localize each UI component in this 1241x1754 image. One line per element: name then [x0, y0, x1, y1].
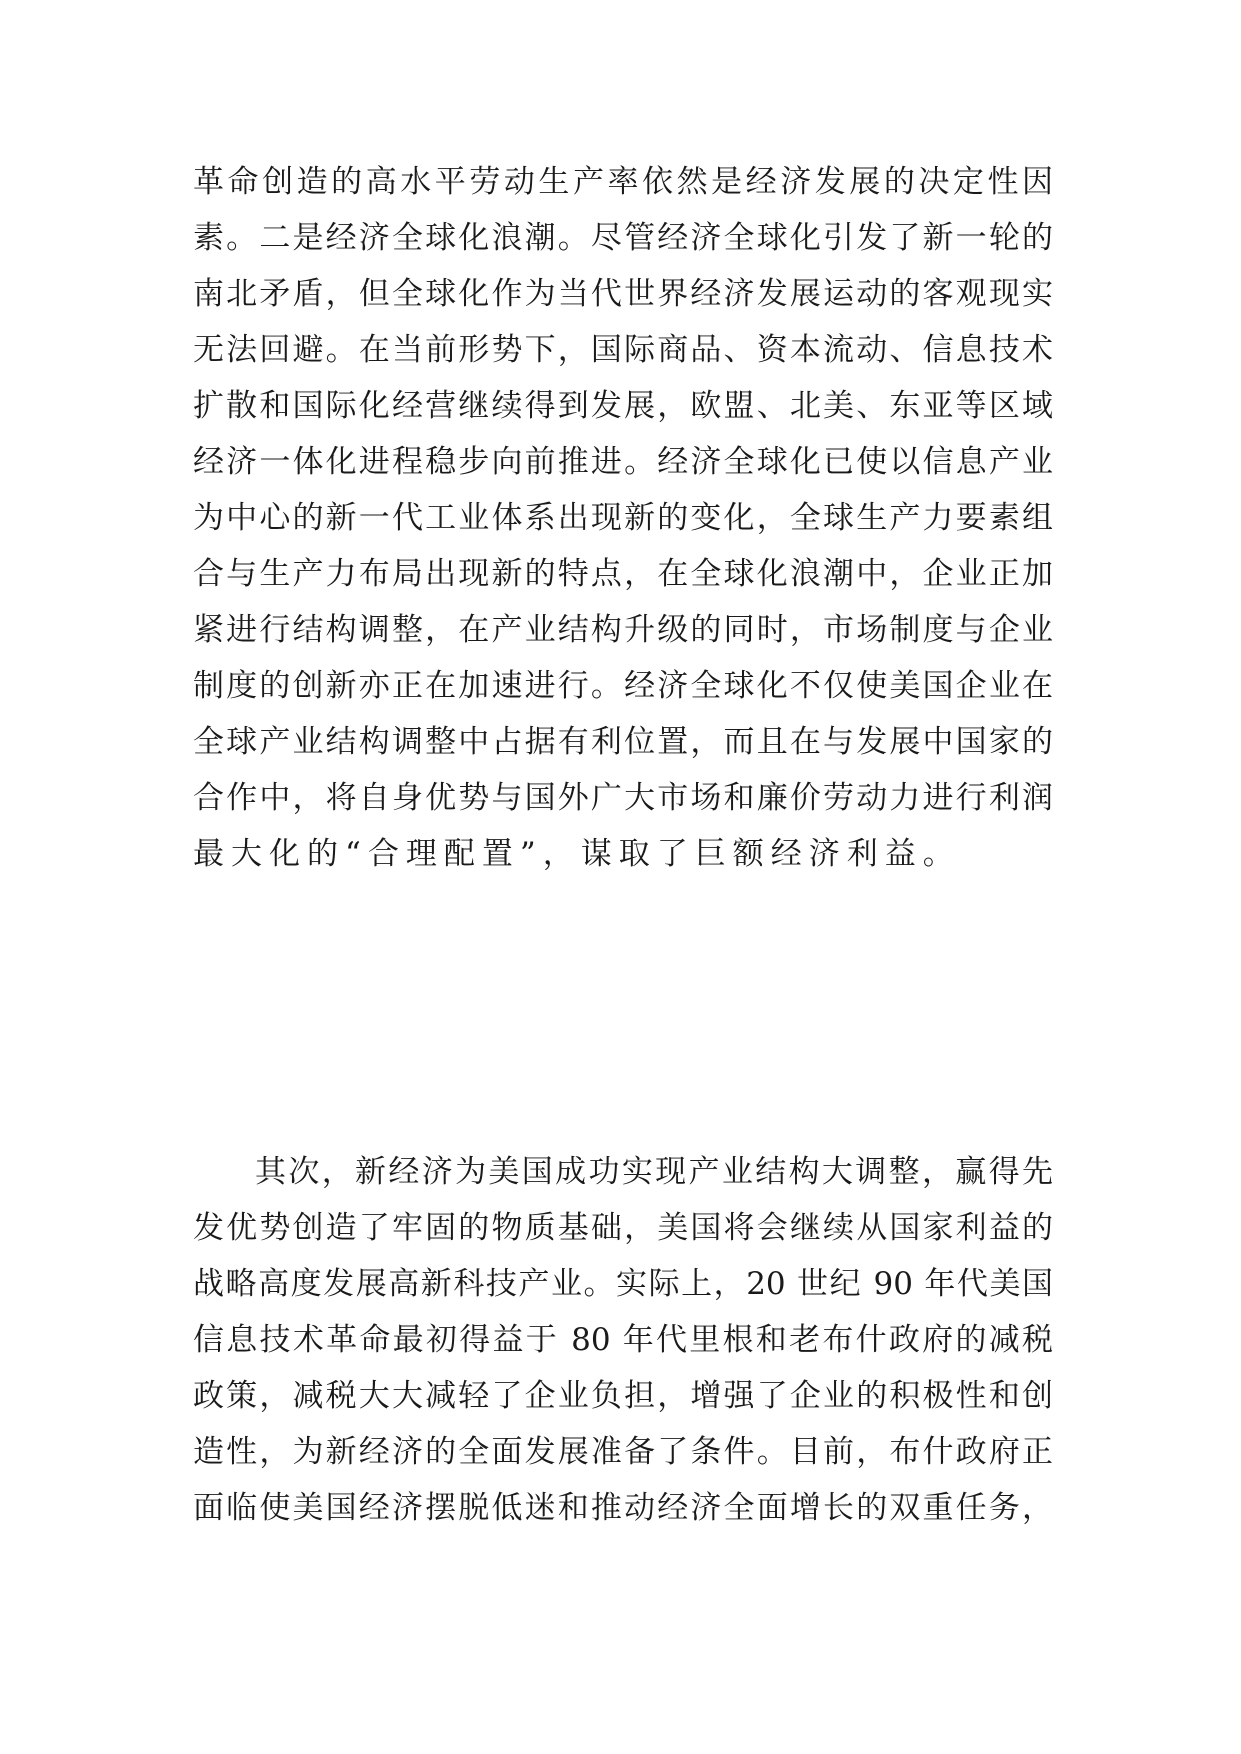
- text-line: 发优势创造了牢固的物质基础，美国将会继续从国家利益的: [193, 1210, 1053, 1246]
- text-line: 为中心的新一代工业体系出现新的变化，全球生产力要素组: [193, 500, 1053, 536]
- text-line: 其次，新经济为美国成功实现产业结构大调整，赢得先: [255, 1154, 1053, 1190]
- text-line: 全球产业结构调整中占据有利位置，而且在与发展中国家的: [193, 724, 1053, 760]
- text-line: 信息技术革命最初得益于 80 年代里根和老布什政府的减税: [193, 1322, 1053, 1358]
- text-line: 最大化的“合理配置”，谋取了巨额经济利益。: [193, 836, 961, 872]
- text-line: 无法回避。在当前形势下，国际商品、资本流动、信息技术: [193, 332, 1053, 368]
- text-line: 战略高度发展高新科技产业。实际上，20 世纪 90 年代美国: [193, 1266, 1053, 1302]
- text-line: 革命创造的高水平劳动生产率依然是经济发展的决定性因: [193, 164, 1053, 200]
- text-line: 南北矛盾，但全球化作为当代世界经济发展运动的客观现实: [193, 276, 1053, 312]
- text-line: 合作中，将自身优势与国外广大市场和廉价劳动力进行利润: [193, 780, 1053, 816]
- text-line: 制度的创新亦正在加速进行。经济全球化不仅使美国企业在: [193, 668, 1053, 704]
- text-line: 经济一体化进程稳步向前推进。经济全球化已使以信息产业: [193, 444, 1053, 480]
- text-line: 造性，为新经济的全面发展准备了条件。目前，布什政府正: [193, 1434, 1053, 1470]
- text-line: 扩散和国际化经营继续得到发展，欧盟、北美、东亚等区域: [193, 388, 1053, 424]
- text-line: 面临使美国经济摆脱低迷和推动经济全面增长的双重任务，: [193, 1490, 1053, 1526]
- text-line: 政策，减税大大减轻了企业负担，增强了企业的积极性和创: [193, 1378, 1053, 1414]
- text-line: 紧进行结构调整，在产业结构升级的同时，市场制度与企业: [193, 612, 1053, 648]
- text-line: 素。二是经济全球化浪潮。尽管经济全球化引发了新一轮的: [193, 220, 1053, 256]
- text-line: 合与生产力布局出现新的特点，在全球化浪潮中，企业正加: [193, 556, 1053, 592]
